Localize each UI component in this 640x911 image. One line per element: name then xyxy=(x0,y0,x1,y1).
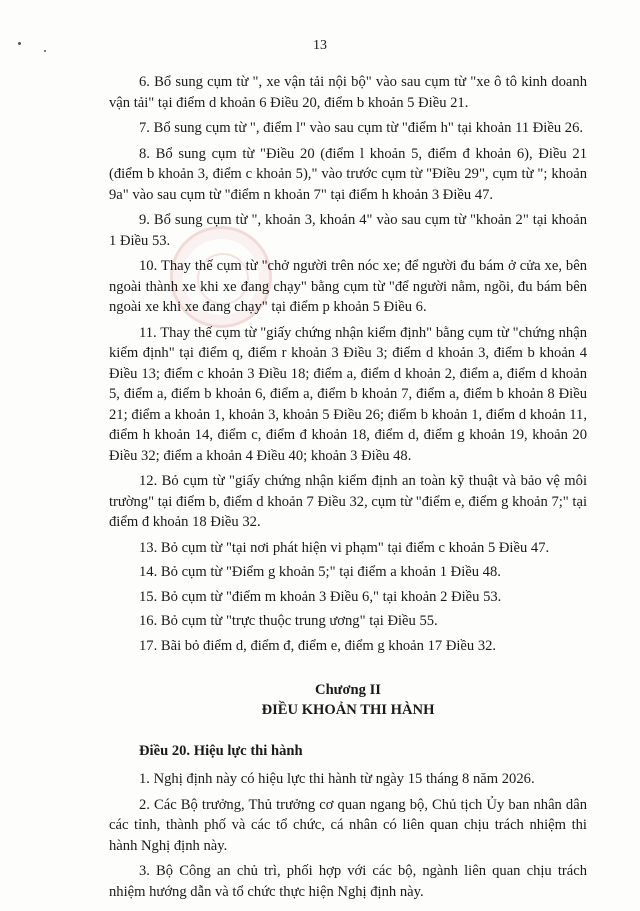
amendment-item-17: 17. Bãi bỏ điểm d, điểm đ, điểm e, điểm g khoản 17 Điều 32. xyxy=(139,637,497,654)
amendment-item-14: 14. Bỏ cụm từ "Điểm g khoản 5;" tại điểm a khoản 1 Điều 48. xyxy=(139,564,501,580)
amendment-item-16: 16. Bỏ cụm từ "trực thuộc trung ương" tại Điều 55. xyxy=(139,613,438,629)
article-heading: Điều 20. Hiệu lực thi hành xyxy=(139,742,303,759)
amendment-item-10: 10. Thay thế cụm từ "chở người trên nóc xe; để người đu bám ở cửa xe, bên ngoài thành xe khi xe đang chạy" bằng cụm từ "để người nằm, ngồi, đu bám bên ngoài xe khi xe đang chạy" tại điểm p khoản 5 Điều 6. xyxy=(109,258,587,315)
amendment-item-15: 15. Bỏ cụm từ "điểm m khoản 3 Điều 6," tại khoản 2 Điều 53. xyxy=(139,588,502,605)
chapter-number: Chương II xyxy=(315,682,381,698)
amendment-item-7: 7. Bổ sung cụm từ ", điểm l" vào sau cụm từ "điểm h" tại khoản 11 Điều 26. xyxy=(139,120,584,136)
amendment-item-9: 9. Bổ sung cụm từ ", khoản 3, khoản 4" vào sau cụm từ "khoản 2" tại khoản 1 Điều 53. xyxy=(109,212,587,249)
chapter-title: ĐIỀU KHOẢN THI HÀNH xyxy=(261,702,435,718)
amendment-item-12: 12. Bỏ cụm từ "giấy chứng nhận kiểm định an toàn kỹ thuật và bảo vệ môi trường" tại điểm b, điểm d khoản 7 Điều 32, cụm từ "điểm e, điểm g khoản 7;" tại điểm đ khoản 18 Điều 32. xyxy=(109,473,587,530)
article-clause-2: 2. Các Bộ trưởng, Thủ trưởng cơ quan ngang bộ, Chủ tịch Ủy ban nhân dân các tỉnh, thành phố và các tổ chức, cá nhân có liên quan chịu trách nhiệm thi hành Nghị định này. xyxy=(109,796,587,854)
amendment-item-8: 8. Bổ sung cụm từ "Điều 20 (điểm l khoản 5, điểm đ khoản 6), Điều 21 (điểm b khoản 3, điểm c khoản 5)," vào trước cụm từ "Điều 29", cụm từ "; khoản 9a" vào sau cụm từ "điểm n khoản 7" tại điểm h khoản 3 Điều 47. xyxy=(109,145,587,203)
page-number: 13 xyxy=(313,38,327,53)
amendment-item-11: 11. Thay thế cụm từ "giấy chứng nhận kiểm định" bằng cụm từ "chứng nhận kiểm định" tại điểm q, điểm r khoản 3 Điều 3; điểm d khoản 3, điểm b khoản 4 Điều 13; điểm c khoản 3 Điều 18; điểm a, điểm d khoản 2, điểm a, điểm d khoản 5, điểm a, điểm b khoản 6, điểm a, điểm b khoản 7, điểm a, điểm b khoản 8 Điều 21; điểm a khoản 1, khoản 3, khoản 5 Điều 26; điểm b khoản 1, điểm d khoản 11, điểm h khoản 14, điểm c, điểm đ khoản 18, điểm d, điểm g khoản 19, khoản 20 Điều 32; điểm a khoản 4 Điều 40; khoản 3 Điều 48. xyxy=(109,324,587,464)
article-clause-1: 1. Nghị định này có hiệu lực thi hành từ ngày 15 tháng 8 năm 2026. xyxy=(139,771,535,787)
article-clause-3: 3. Bộ Công an chủ trì, phối hợp với các bộ, ngành liên quan chịu trách nhiệm hướng dẫn và tổ chức thực hiện Nghị định này. xyxy=(109,863,587,900)
amendment-item-6: 6. Bổ sung cụm từ ", xe vận tải nội bộ" vào sau cụm từ "xe ô tô kinh doanh vận tải" tại điểm d khoản 6 Điều 20, điểm b khoản 5 Điều 21. xyxy=(109,74,587,111)
amendment-item-13: 13. Bỏ cụm từ "tại nơi phát hiện vi phạm" tại điểm c khoản 5 Điều 47. xyxy=(139,539,550,556)
document-body xyxy=(109,72,587,907)
